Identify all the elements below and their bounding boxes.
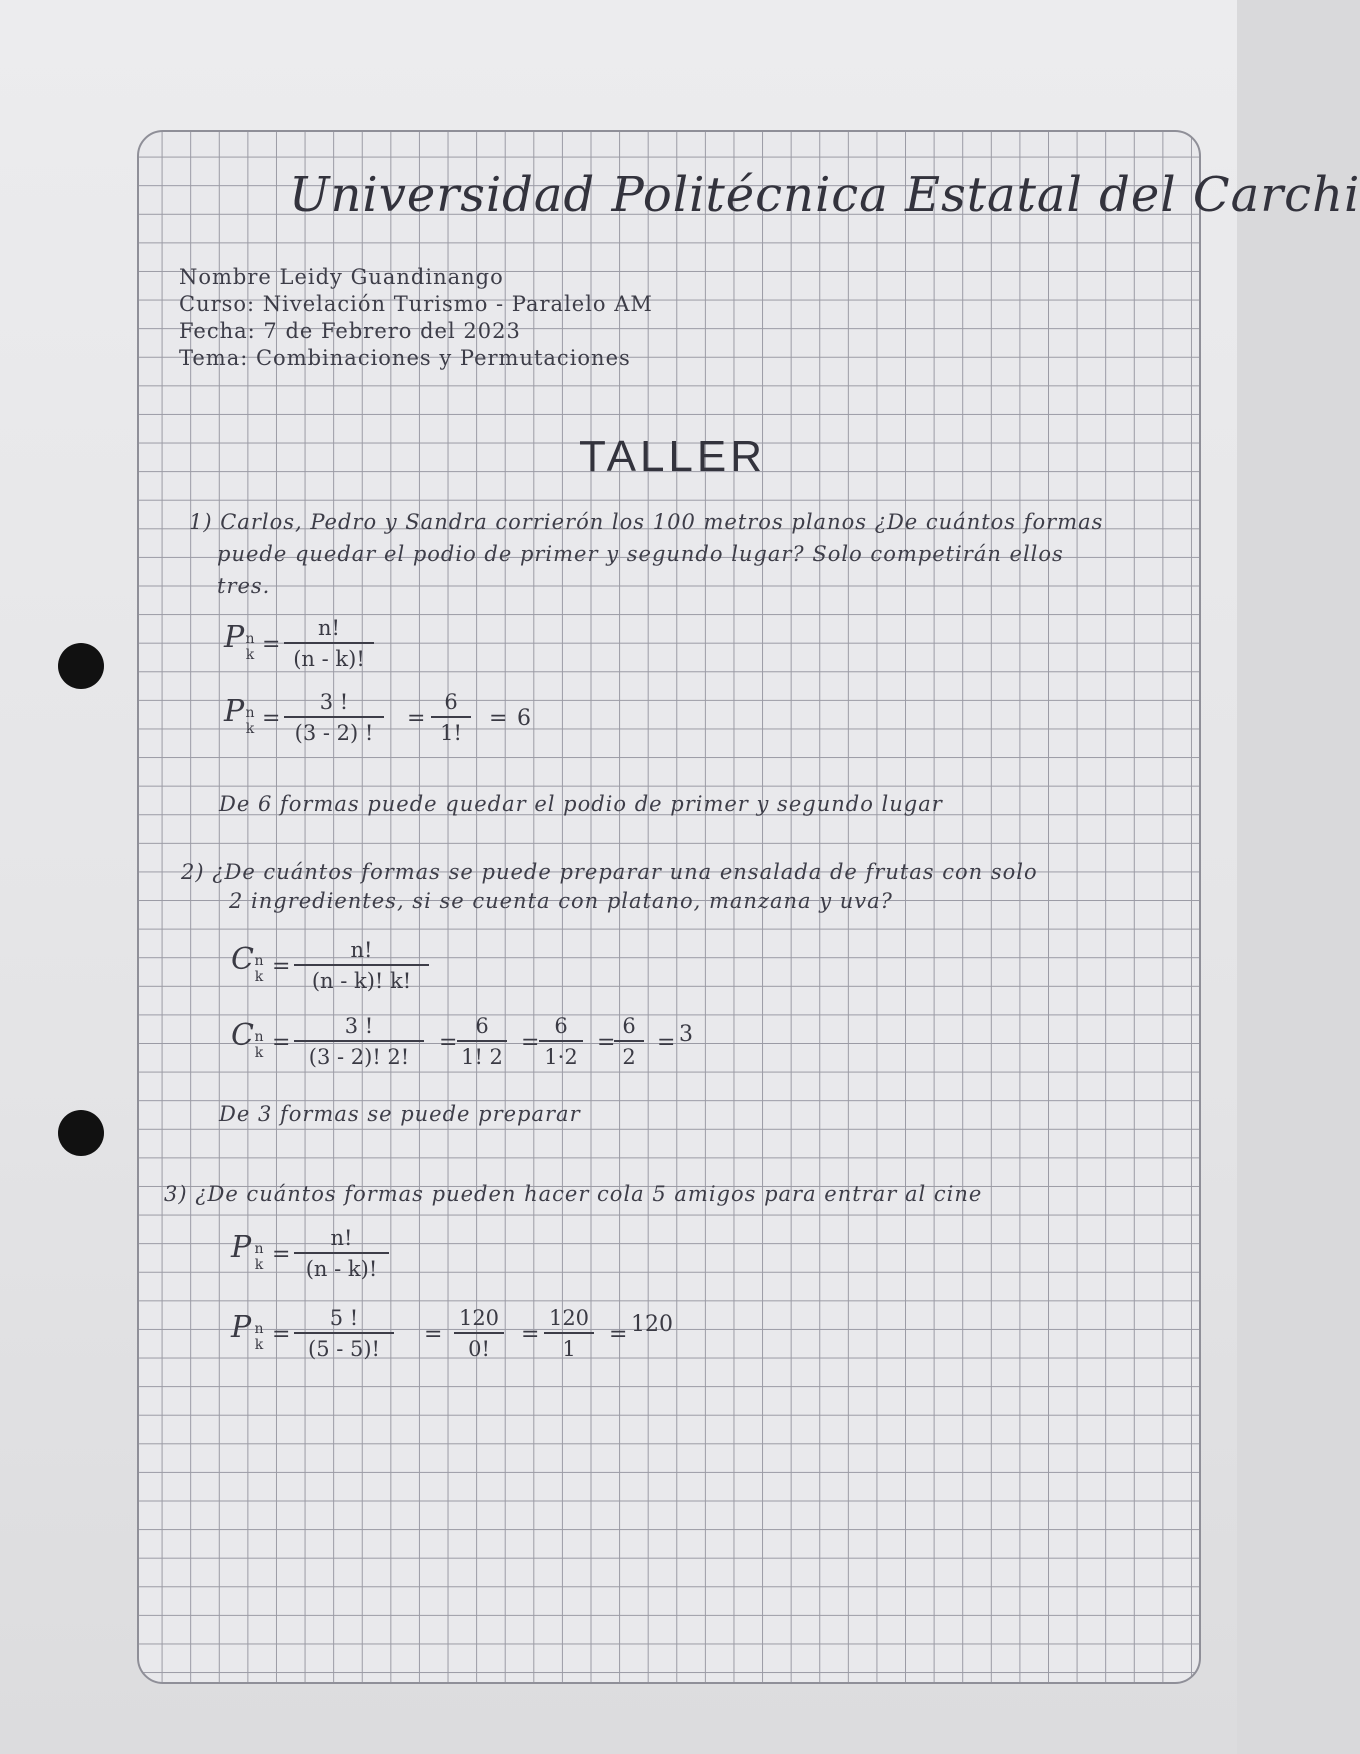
formula-sub-k: k bbox=[245, 647, 255, 663]
fraction bbox=[294, 1014, 424, 1069]
fraction-denominator: 1·2 bbox=[539, 1040, 583, 1069]
formula-sub-k: k bbox=[254, 1257, 264, 1273]
formula-sub-n: n bbox=[254, 1321, 264, 1337]
fraction-numerator: n! bbox=[330, 1226, 353, 1250]
fraction-numerator: 120 bbox=[548, 1306, 590, 1330]
fraction-numerator: 6 bbox=[554, 1014, 568, 1038]
fraction-numerator: n! bbox=[318, 616, 340, 640]
equals-sign: = bbox=[521, 1030, 540, 1055]
fraction-numerator: 120 bbox=[458, 1306, 500, 1330]
formula-sub-n: n bbox=[245, 631, 255, 647]
fraction-denominator: (n - k)! bbox=[284, 642, 374, 671]
header-curso: Curso: Nivelación Turismo - Paralelo AM bbox=[179, 292, 653, 316]
formula-sub-n: n bbox=[245, 705, 255, 721]
section-heading: TALLER bbox=[579, 432, 767, 481]
fraction bbox=[457, 1014, 507, 1069]
formula-sub-n: n bbox=[254, 1029, 264, 1045]
q1-line-2: puede quedar el podio de primer y segundo lugar? Solo competirán ellos bbox=[217, 542, 1064, 566]
q2-line-1: 2) ¿De cuántos formas se puede preparar una ensalada de frutas con solo bbox=[181, 860, 1038, 884]
result-value: 6 bbox=[517, 706, 531, 731]
result-value: 3 bbox=[679, 1022, 693, 1047]
fraction-denominator: 1 bbox=[544, 1332, 594, 1361]
equals-sign: = bbox=[272, 1030, 291, 1055]
fraction-denominator: (3 - 2)! 2! bbox=[294, 1040, 424, 1069]
fraction-numerator: n! bbox=[350, 938, 373, 962]
formula-sub-k: k bbox=[245, 721, 255, 737]
formula-sub-n: n bbox=[254, 953, 264, 969]
equals-sign: = bbox=[272, 1242, 291, 1267]
fraction-numerator: 3 ! bbox=[344, 1014, 374, 1038]
fraction-denominator: (n - k)! bbox=[294, 1252, 389, 1281]
fraction-denominator: 2 bbox=[614, 1040, 644, 1069]
equals-sign: = bbox=[407, 706, 426, 731]
fraction-denominator: (n - k)! k! bbox=[294, 964, 429, 993]
q2-line-2: 2 ingredientes, si se cuenta con platano, manzana y uva? bbox=[229, 889, 893, 913]
header-fecha: Fecha: 7 de Febrero del 2023 bbox=[179, 319, 521, 343]
fraction-numerator: 3 ! bbox=[319, 690, 349, 714]
equals-sign: = bbox=[489, 706, 508, 731]
q1-line-1: 1) Carlos, Pedro y Sandra corrierón los 100 metros planos ¿De cuántos formas bbox=[189, 510, 1104, 534]
fraction bbox=[284, 690, 384, 745]
fraction-denominator: 1! 2 bbox=[457, 1040, 507, 1069]
equals-sign: = bbox=[439, 1030, 458, 1055]
fraction-denominator: (3 - 2) ! bbox=[284, 716, 384, 745]
fraction-numerator: 6 bbox=[475, 1014, 489, 1038]
fraction bbox=[284, 616, 374, 671]
fraction bbox=[294, 1226, 389, 1281]
equals-sign: = bbox=[272, 954, 291, 979]
fraction bbox=[294, 938, 429, 993]
fraction-numerator: 6 bbox=[444, 690, 458, 714]
q3-line-1: 3) ¿De cuántos formas pueden hacer cola 5 amigos para entrar al cine bbox=[164, 1182, 983, 1206]
page-title: Universidad Politécnica Estatal del Carchi bbox=[289, 167, 1360, 223]
fraction-numerator: 6 bbox=[622, 1014, 636, 1038]
formula-sub-k: k bbox=[254, 969, 264, 985]
header-nombre: Nombre Leidy Guandinango bbox=[179, 265, 504, 289]
fraction-denominator: 0! bbox=[454, 1332, 504, 1361]
result-value: 120 bbox=[631, 1312, 673, 1337]
formula-symbol: C bbox=[231, 942, 254, 977]
formula-sub-n: n bbox=[254, 1241, 264, 1257]
q1-line-3: tres. bbox=[217, 574, 271, 598]
q1-answer: De 6 formas puede quedar el podio de primer y segundo lugar bbox=[219, 792, 943, 816]
fraction-numerator: 5 ! bbox=[329, 1306, 359, 1330]
formula-sub-k: k bbox=[254, 1045, 264, 1061]
formula-symbol: P bbox=[231, 1230, 252, 1265]
grid-paper bbox=[137, 130, 1360, 1684]
fraction bbox=[539, 1014, 583, 1069]
fraction bbox=[544, 1306, 594, 1361]
equals-sign: = bbox=[272, 1322, 291, 1347]
formula-symbol: P bbox=[224, 620, 245, 655]
equals-sign: = bbox=[424, 1322, 443, 1347]
q2-answer: De 3 formas se puede preparar bbox=[219, 1102, 581, 1126]
binder-hole-bottom bbox=[58, 1110, 104, 1156]
equals-sign: = bbox=[609, 1322, 628, 1347]
equals-sign: = bbox=[597, 1030, 616, 1055]
equals-sign: = bbox=[262, 706, 281, 731]
header-tema: Tema: Combinaciones y Permutaciones bbox=[179, 346, 631, 370]
binder-hole-top bbox=[58, 643, 104, 689]
formula-symbol: P bbox=[231, 1310, 252, 1345]
fraction-denominator: 1! bbox=[431, 716, 471, 745]
fraction bbox=[614, 1014, 644, 1069]
equals-sign: = bbox=[521, 1322, 540, 1347]
equals-sign: = bbox=[657, 1030, 676, 1055]
fraction bbox=[454, 1306, 504, 1361]
equals-sign: = bbox=[262, 632, 281, 657]
formula-sub-k: k bbox=[254, 1337, 264, 1353]
formula-symbol: C bbox=[231, 1018, 254, 1053]
fraction bbox=[294, 1306, 394, 1361]
fraction-denominator: (5 - 5)! bbox=[294, 1332, 394, 1361]
formula-symbol: P bbox=[224, 694, 245, 729]
fraction bbox=[431, 690, 471, 745]
